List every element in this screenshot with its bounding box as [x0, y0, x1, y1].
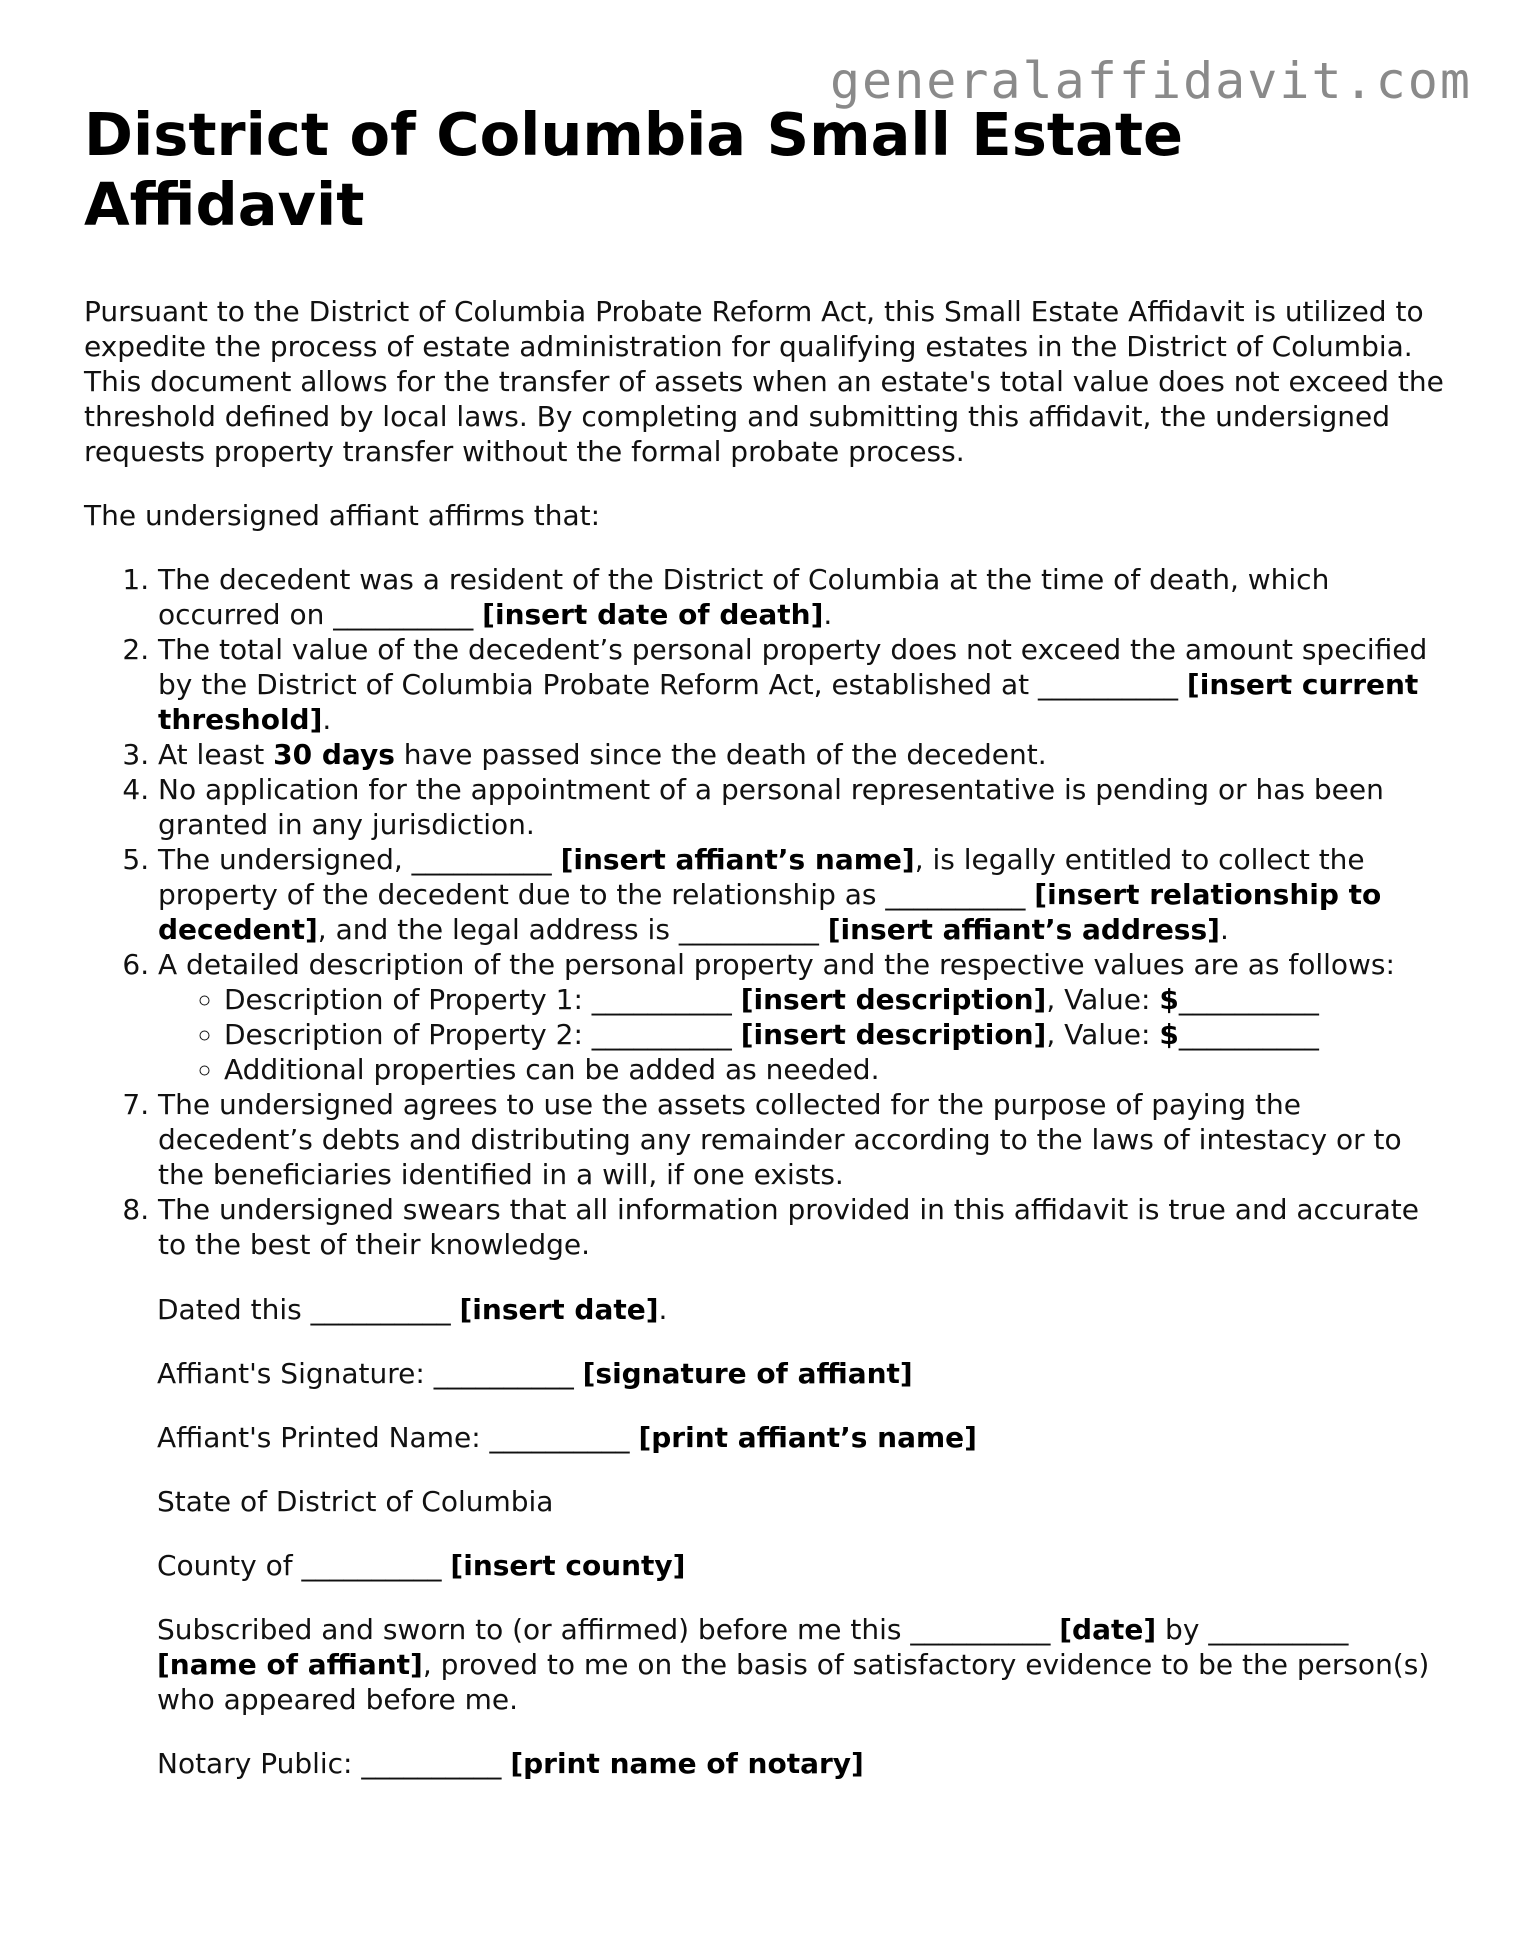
- clause-1: 1. The decedent was a resident of the District of Columbia at the time of death, which occurred on __________ [insert date of death].: [158, 562, 1444, 632]
- lead-statement: The undersigned affiant affirms that:: [84, 499, 601, 532]
- placeholder-relationship: [insert relationship to decedent]: [158, 878, 1382, 946]
- blank-line: __________: [885, 878, 1026, 911]
- placeholder-threshold: [insert current threshold]: [158, 668, 1419, 736]
- blank-line: __________: [1178, 1018, 1319, 1051]
- document-title: District of Columbia Small Estate Affidavit: [84, 100, 1184, 239]
- notary-line: Notary Public: __________ [print name of notary]: [157, 1747, 864, 1780]
- days-requirement: 30 days: [273, 738, 395, 771]
- blank-line: __________: [333, 598, 474, 631]
- affiant-printed-name-line: Affiant's Printed Name: __________ [print affiant’s name]: [157, 1421, 977, 1454]
- clause-8: 8. The undersigned swears that all information provided in this affidavit is true and accurate to the best of their knowledge.: [158, 1192, 1444, 1262]
- placeholder-affiant-address: [insert affiant’s address]: [827, 913, 1220, 946]
- placeholder-affiant-name: [insert affiant’s name]: [560, 843, 915, 876]
- blank-line: __________: [1038, 668, 1179, 701]
- affirmations-list: [84, 562, 1444, 1262]
- placeholder-sworn-date: [date]: [1059, 1613, 1157, 1646]
- blank-line: __________: [678, 913, 819, 946]
- currency-symbol: $: [1159, 1018, 1179, 1051]
- property-list: [158, 982, 1444, 1087]
- placeholder-printed-name: [print affiant’s name]: [638, 1421, 977, 1454]
- placeholder-description: [insert description]: [740, 983, 1047, 1016]
- signature-block: [157, 1292, 1444, 1781]
- placeholder-county: [insert county]: [450, 1549, 686, 1582]
- clause-3: 3. At least 30 days have passed since the death of the decedent.: [158, 737, 1444, 772]
- placeholder-notary-name: [print name of notary]: [510, 1747, 864, 1780]
- blank-line: __________: [361, 1747, 502, 1780]
- blank-line: __________: [591, 1018, 732, 1051]
- property-item-1: ◦ Description of Property 1: __________ [insert description], Value: $__________: [224, 982, 1444, 1017]
- clause-2: 2. The total value of the decedent’s personal property does not exceed the amount specified by the District of Columbia Probate Reform Act, established at __________ [insert current threshold].: [158, 632, 1444, 737]
- blank-line: __________: [1208, 1613, 1349, 1646]
- watermark: generalaffidavit.com: [829, 52, 1472, 110]
- dated-line: Dated this __________ [insert date].: [157, 1293, 668, 1326]
- placeholder-signature: [signature of affiant]: [582, 1357, 913, 1390]
- blank-line: __________: [411, 843, 552, 876]
- placeholder-date: [insert date]: [459, 1293, 659, 1326]
- blank-line: __________: [591, 983, 732, 1016]
- property-item-additional: ◦ Additional properties can be added as needed.: [224, 1052, 1444, 1087]
- document-page: [84, 100, 1444, 1781]
- blank-line: __________: [433, 1357, 574, 1390]
- blank-line: __________: [1178, 983, 1319, 1016]
- blank-line: __________: [301, 1549, 442, 1582]
- clause-7: 7. The undersigned agrees to use the assets collected for the purpose of paying the decedent’s debts and distributing any remainder according to the laws of intestacy or to the beneficiaries identified in a will, if one exists.: [158, 1087, 1444, 1192]
- sworn-statement: Subscribed and sworn to (or affirmed) before me this __________ [date] by __________ [name of affiant], proved to me on the basis of satisfactory evidence to be the person(s) who appeared before me.: [157, 1613, 1430, 1716]
- placeholder-sworn-name: [name of affiant]: [157, 1648, 423, 1681]
- placeholder-date-of-death: [insert date of death]: [482, 598, 824, 631]
- clause-6: 6. A detailed description of the personal property and the respective values are as follows: ◦ Description of Property 1: __________ [insert description], Value: $__________ ◦ Description of Property 2: __________ [insert description], Value: $__________ ◦ Additional properties can be added as needed.: [158, 947, 1444, 1087]
- state-line: State of District of Columbia: [157, 1485, 554, 1518]
- affiant-signature-line: Affiant's Signature: __________ [signature of affiant]: [157, 1357, 913, 1390]
- clause-4: 4. No application for the appointment of a personal representative is pending or has been granted in any jurisdiction.: [158, 772, 1444, 842]
- currency-symbol: $: [1159, 983, 1179, 1016]
- intro-paragraph: Pursuant to the District of Columbia Probate Reform Act, this Small Estate Affidavit is utilized to expedite the process of estate administration for qualifying estates in the District of Columbia. This document allows for the transfer of assets when an estate's total value does not exceed the threshold defined by local laws. By completing and submitting this affidavit, the undersigned requests property transfer without the formal probate process.: [84, 295, 1444, 468]
- blank-line: __________: [310, 1293, 451, 1326]
- property-item-2: ◦ Description of Property 2: __________ [insert description], Value: $__________: [224, 1017, 1444, 1052]
- blank-line: __________: [489, 1421, 630, 1454]
- placeholder-description: [insert description]: [740, 1018, 1047, 1051]
- county-line: County of __________ [insert county]: [157, 1549, 686, 1582]
- blank-line: __________: [910, 1613, 1051, 1646]
- clause-5: 5. The undersigned, __________ [insert affiant’s name], is legally entitled to collect the property of the decedent due to the relationship as __________ [insert relationship to decedent], and the legal address is __________ [insert affiant’s address].: [158, 842, 1444, 947]
